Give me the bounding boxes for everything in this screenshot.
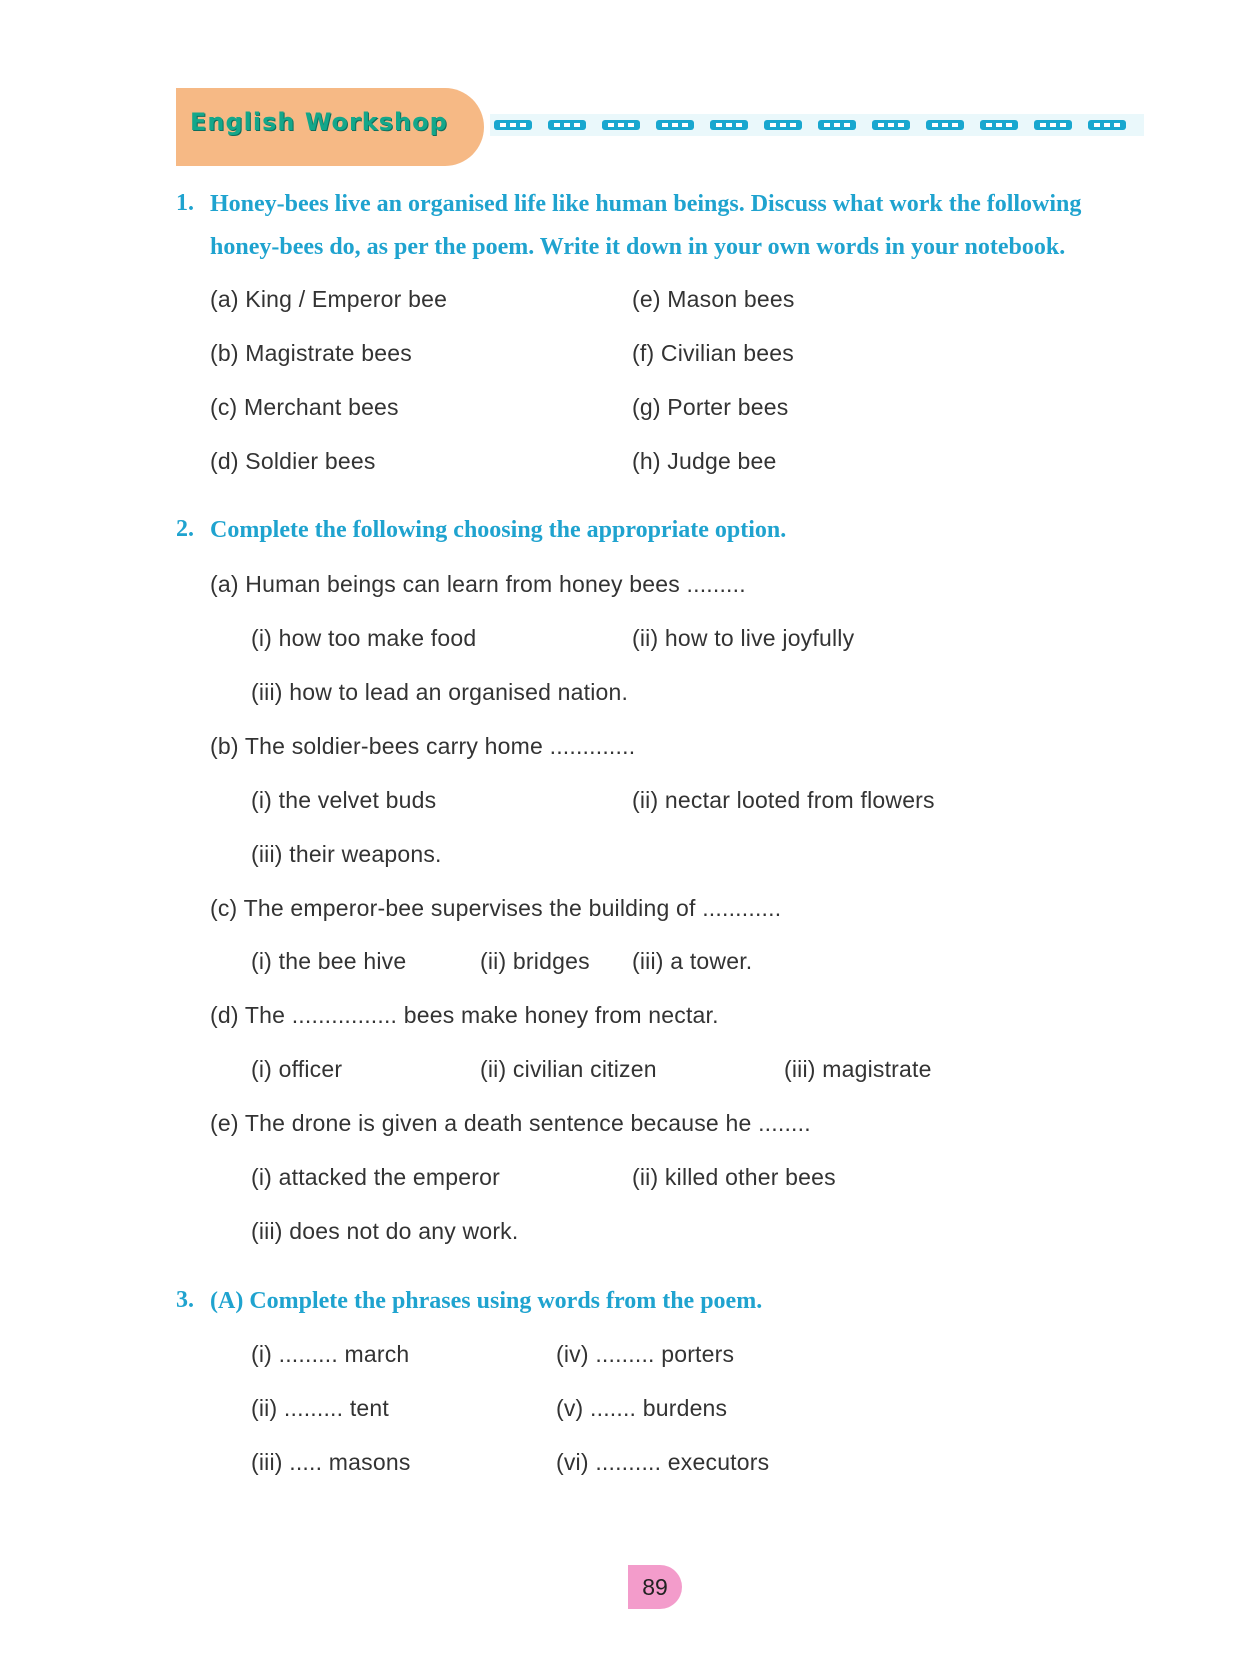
question-2-prompt: Complete the following choosing the appropriate option. [210, 517, 787, 543]
q1-item-c: (c) Merchant bees [210, 394, 399, 420]
q2e-option-ii: (ii) killed other bees [632, 1164, 836, 1190]
q2c-option-iii: (iii) a tower. [632, 948, 753, 974]
dash-ornament [656, 120, 694, 130]
question-3-number: 3. [176, 1287, 194, 1313]
dash-ornament [602, 120, 640, 130]
q2a-option-i: (i) how too make food [251, 625, 477, 651]
q2b-option-ii: (ii) nectar looted from flowers [632, 787, 935, 813]
header-dash-decoration [490, 114, 1144, 136]
dash-ornament [1088, 120, 1126, 130]
q3-item-v: (v) ....... burdens [556, 1395, 728, 1421]
dash-ornament [764, 120, 802, 130]
question-1-number: 1. [176, 190, 194, 216]
q1-item-b: (b) Magistrate bees [210, 340, 412, 366]
q3-item-ii: (ii) ......... tent [251, 1395, 389, 1421]
q1-item-e: (e) Mason bees [632, 286, 795, 312]
workshop-title: English Workshop [190, 108, 448, 136]
dash-ornament [710, 120, 748, 130]
q2d-option-i: (i) officer [251, 1056, 343, 1082]
q2d-option-iii: (iii) magistrate [784, 1056, 932, 1082]
q2e-option-i: (i) attacked the emperor [251, 1164, 500, 1190]
q2d-option-ii: (ii) civilian citizen [480, 1056, 657, 1082]
dash-ornament [548, 120, 586, 130]
q3-item-iv: (iv) ......... porters [556, 1341, 735, 1367]
q3-item-vi: (vi) .......... executors [556, 1449, 770, 1475]
q2b-stem: (b) The soldier-bees carry home ............. [210, 733, 636, 759]
dash-ornament [494, 120, 532, 130]
question-2-number: 2. [176, 516, 194, 542]
q2e-option-iii: (iii) does not do any work. [251, 1218, 519, 1244]
q2b-option-i: (i) the velvet buds [251, 787, 437, 813]
question-1-line-1: Honey-bees live an organised life like human beings. Discuss what work the following [210, 191, 1082, 217]
q3-item-iii: (iii) ..... masons [251, 1449, 411, 1475]
q2d-stem: (d) The ................ bees make honey from nectar. [210, 1002, 719, 1028]
q2c-stem: (c) The emperor-bee supervises the building of ............ [210, 895, 782, 921]
q1-item-g: (g) Porter bees [632, 394, 789, 420]
dash-ornament [980, 120, 1018, 130]
q1-item-f: (f) Civilian bees [632, 340, 794, 366]
question-3-prompt: (A) Complete the phrases using words from the poem. [210, 1288, 763, 1314]
q1-item-d: (d) Soldier bees [210, 448, 376, 474]
q1-item-a: (a) King / Emperor bee [210, 286, 448, 312]
q2e-stem: (e) The drone is given a death sentence because he ........ [210, 1110, 811, 1136]
dash-ornament [818, 120, 856, 130]
dash-ornament [872, 120, 910, 130]
q2c-option-ii: (ii) bridges [480, 948, 590, 974]
question-1-line-2: honey-bees do, as per the poem. Write it down in your own words in your notebook. [210, 234, 1066, 260]
q2a-option-iii: (iii) how to lead an organised nation. [251, 679, 629, 705]
q2c-option-i: (i) the bee hive [251, 948, 407, 974]
dash-ornament [1034, 120, 1072, 130]
page-number: 89 [628, 1565, 682, 1609]
q3-item-i: (i) ......... march [251, 1341, 410, 1367]
q2b-option-iii: (iii) their weapons. [251, 841, 442, 867]
q2a-option-ii: (ii) how to live joyfully [632, 625, 855, 651]
q1-item-h: (h) Judge bee [632, 448, 777, 474]
q2a-stem: (a) Human beings can learn from honey bees ......... [210, 571, 746, 597]
dash-ornament [926, 120, 964, 130]
